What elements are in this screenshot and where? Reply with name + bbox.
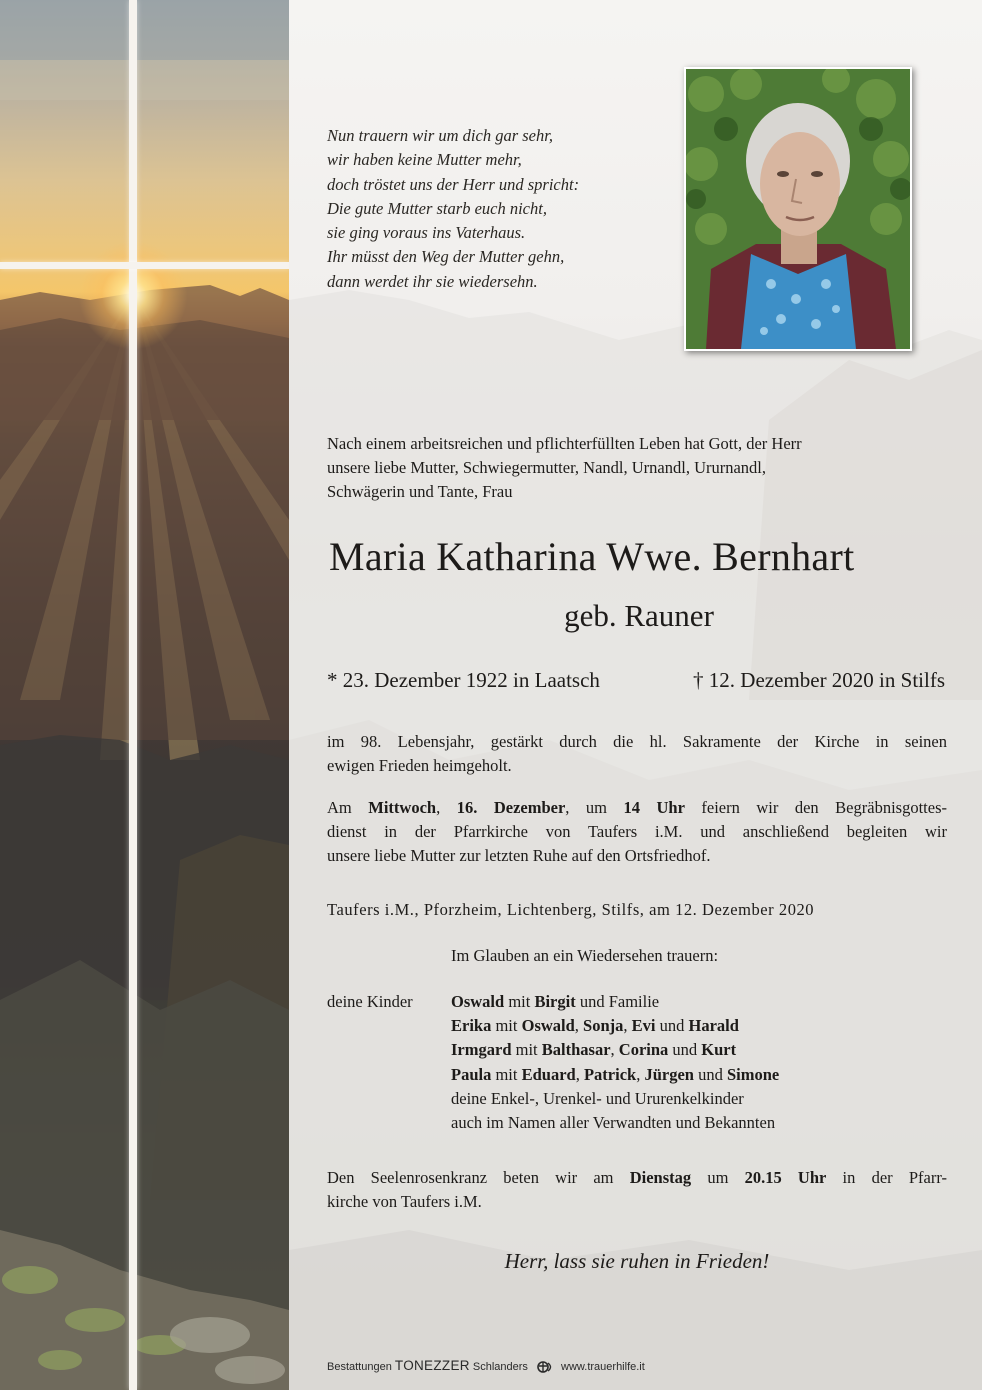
text-span: , um [565, 798, 624, 817]
text-span: und [655, 1016, 689, 1036]
text-span: mit [491, 1016, 522, 1036]
grandchild-name: Corina [618, 1040, 669, 1060]
children-list [451, 990, 951, 1135]
rosary-line [327, 1166, 947, 1190]
poem-line: Nun trauern wir um dich gar sehr, [327, 126, 553, 145]
birth-date: * 23. Dezember 1922 in Laatsch [327, 668, 600, 692]
text-span: , [636, 1064, 645, 1084]
grandchild-name: Harald [688, 1016, 739, 1036]
text-span: , [623, 1016, 632, 1036]
poem-line: Die gute Mutter starb euch nicht, [327, 198, 547, 218]
life-dates [327, 665, 947, 695]
grandchild-name: Sonja [583, 1016, 624, 1036]
intro-line: unsere liebe Mutter, Schwiegermutter, Nandl, Urnandl, Ururnandl, [327, 458, 767, 477]
funeral-line: unsere liebe Mutter zur letzten Ruhe auf den Ortsfriedhof. [327, 846, 711, 866]
text-span: um [691, 1168, 745, 1187]
deceased-name: Maria Katharina Wwe. Bernhart [329, 534, 855, 579]
mourners-heading: Im Glauben an ein Wiedersehen trauern: [451, 946, 719, 965]
grandchild-name: Jürgen [644, 1064, 694, 1084]
death-date: † 12. Dezember 2020 in Stilfs [693, 668, 945, 692]
intro-line: Schwägerin und Tante, Frau [327, 482, 513, 501]
poem-line: Ihr müsst den Weg der Mutter gehn, [327, 247, 565, 267]
intro-line: Nach einem arbeitsreichen und pflichterfüllten Leben hat Gott, der Herr [327, 434, 802, 453]
place-and-date: Taufers i.M., Pforzheim, Lichtenberg, Stilfs, am 12. Dezember 2020 [327, 900, 815, 919]
funeral-line: dienst in der Pfarrkirche von Taufers i.M. und anschließend begleiten wir [327, 822, 947, 842]
footer-website[interactable]: www.trauerhilfe.it [561, 1361, 645, 1373]
text-span: , [610, 1040, 619, 1060]
poem-line: sie ging voraus ins Vaterhaus. [327, 223, 526, 243]
spouse-name: Birgit [534, 992, 576, 1011]
trauerhilfe-logo-icon [536, 1360, 554, 1374]
text-span: mit [504, 992, 535, 1011]
funeral-date: 16. Dezember [456, 798, 566, 817]
child-name: Paula [451, 1064, 492, 1084]
footer [327, 1356, 947, 1376]
grandchild-name: Evi [631, 1016, 656, 1036]
rosary-line: kirche von Taufers i.M. [327, 1192, 482, 1212]
grandchild-name: Kurt [701, 1040, 737, 1060]
text-span: Den Seelenrosenkranz beten wir am [327, 1168, 630, 1187]
text-span: und [668, 1040, 702, 1060]
funeral-line [327, 796, 947, 820]
poem-line: doch tröstet uns der Herr und spricht: [327, 174, 580, 194]
grandchild-name: Patrick [583, 1064, 637, 1084]
children-row [451, 1014, 951, 1038]
poem-line: wir haben keine Mutter mehr, [327, 150, 522, 170]
memorial-poem [327, 124, 657, 294]
maiden-name: geb. Rauner [564, 598, 714, 633]
passing-line: im 98. Lebensjahr, gestärkt durch die hl. Sakramente der Kirche in seinen [327, 732, 947, 751]
spouse-name: Eduard [521, 1064, 576, 1084]
rosary-day: Dienstag [629, 1168, 692, 1187]
funeral-time: 14 Uhr [623, 798, 685, 817]
poem-line: dann werdet ihr sie wiedersehn. [327, 271, 538, 291]
portrait-photo [684, 67, 912, 351]
footer-city: Schlanders [472, 1361, 528, 1373]
intro-text [327, 432, 957, 504]
child-name: Erika [451, 1016, 492, 1036]
children-label: deine Kinder [327, 992, 413, 1011]
funeral-text [327, 796, 947, 869]
text-span: , [575, 1064, 584, 1084]
passing-line: ewigen Frieden heimgeholt. [327, 756, 512, 776]
text-span: , [574, 1016, 584, 1036]
footer-prefix: Bestattungen [327, 1361, 392, 1373]
closing-prayer: Herr, lass sie ruhen in Frieden! [504, 1249, 770, 1273]
text-span: und [693, 1064, 727, 1084]
children-row [451, 1038, 951, 1062]
rosary-text [327, 1166, 947, 1214]
text-span: mit [491, 1064, 522, 1084]
children-row [451, 990, 951, 1014]
children-row [451, 1063, 951, 1087]
descendants-line: deine Enkel-, Urenkel- und Ururenkelkinder [451, 1088, 744, 1108]
text-span: feiern wir den Begräbnisgottes- [684, 798, 947, 817]
text-span: mit [511, 1040, 542, 1060]
child-name: Oswald [451, 992, 505, 1011]
text-span: , [436, 798, 457, 817]
text-span: in der Pfarr- [826, 1168, 947, 1187]
grandchild-name: Simone [726, 1064, 780, 1084]
passing-text [327, 730, 947, 778]
spouse-name: Balthasar [541, 1040, 611, 1060]
rosary-time: 20.15 Uhr [744, 1168, 827, 1187]
child-name: Irmgard [451, 1040, 512, 1060]
text-span: Am [327, 798, 369, 817]
funeral-day: Mittwoch [368, 798, 437, 817]
footer-brand: TONEZZER [394, 1358, 470, 1373]
spouse-name: Oswald [521, 1016, 575, 1036]
relatives-line: auch im Namen aller Verwandten und Bekannten [451, 1113, 776, 1133]
text-span: und Familie [575, 992, 660, 1011]
